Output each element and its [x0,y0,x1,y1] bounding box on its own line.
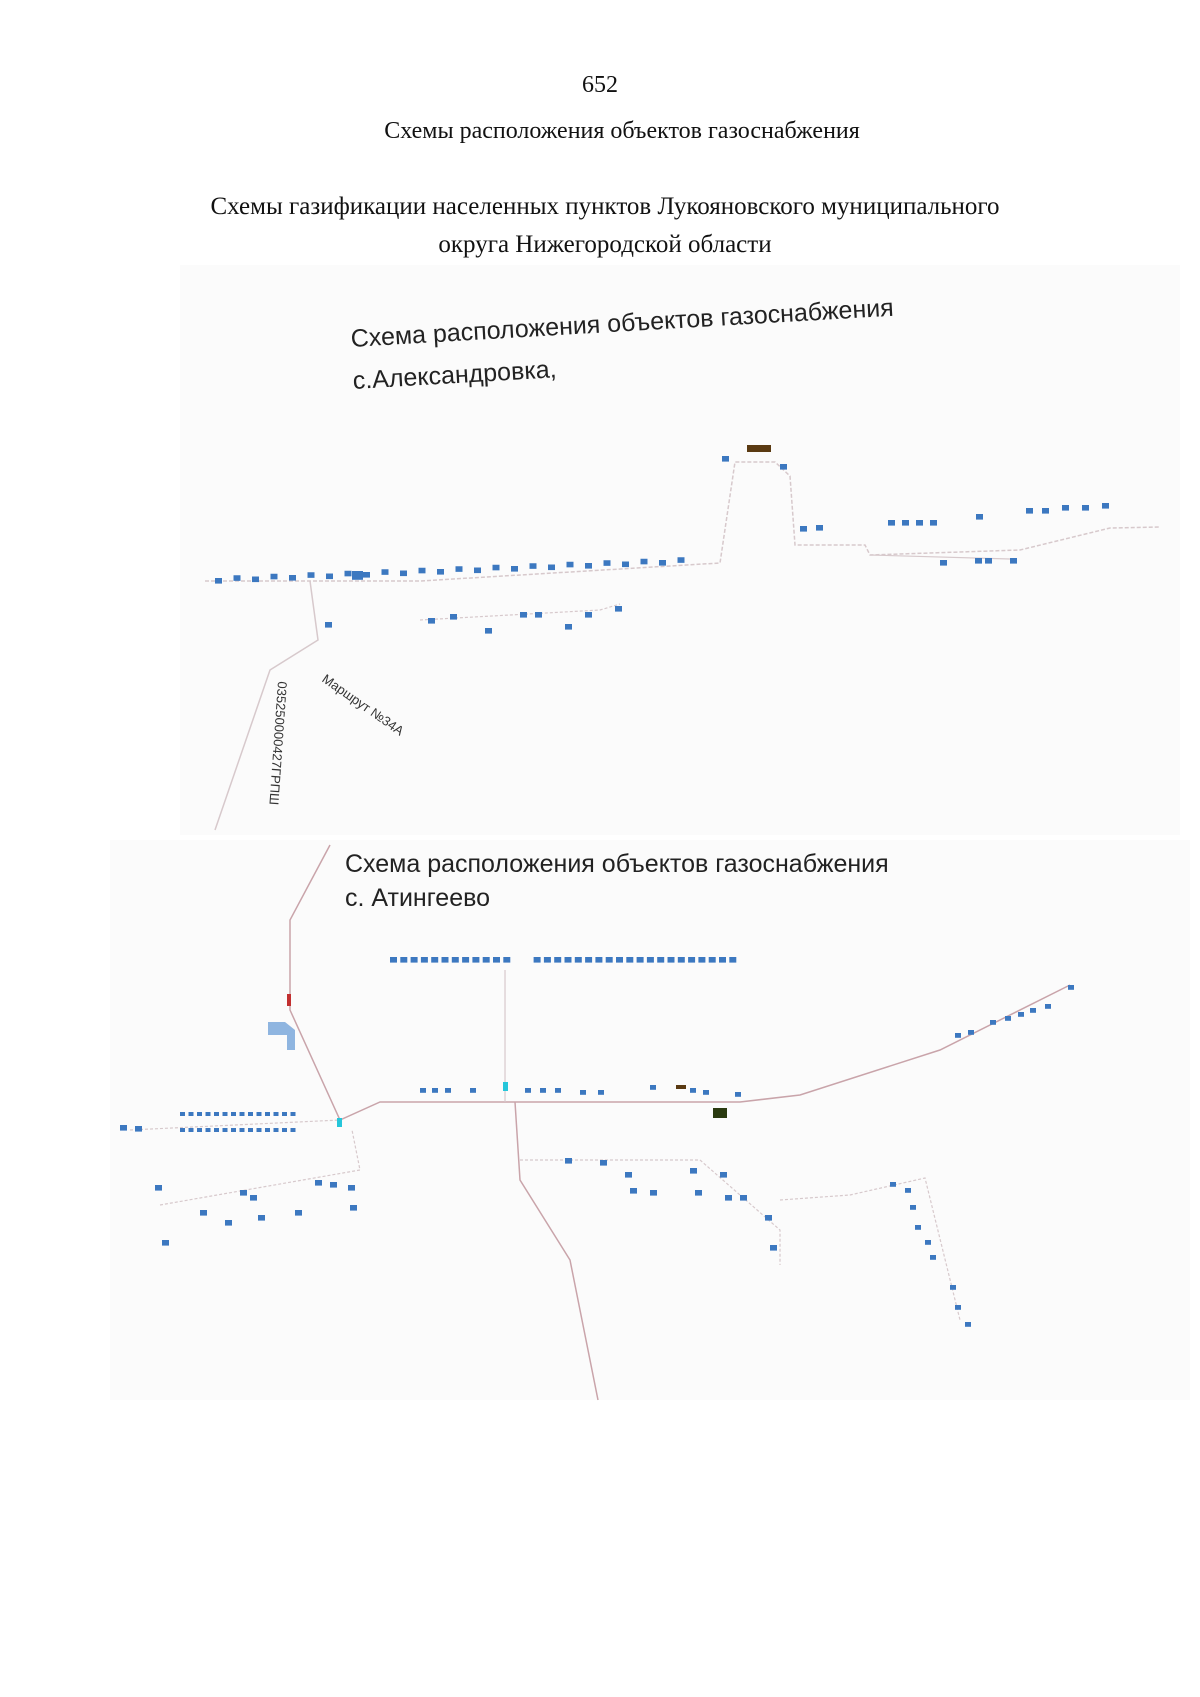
section-title-line-1: Схемы газификации населенных пунктов Лукояновского муниципального [210,193,1000,220]
house-icon [600,1160,607,1166]
house-icon [719,957,726,963]
house-icon [616,957,623,963]
grpsh-label: 035250000427ГРПШ [266,680,290,806]
house-icon [1030,1008,1036,1013]
house-icon [350,1205,357,1211]
house-icon [698,957,705,963]
house-icon [206,1112,211,1116]
house-icon [915,1225,921,1230]
house-icon [534,957,541,963]
map-background [110,840,1190,1400]
house-icon [555,1088,561,1093]
house-icon [470,1088,476,1093]
house-icon [315,1180,322,1186]
house-icon [282,1112,287,1116]
accent-marker-icon [337,1118,342,1127]
house-icon [223,1128,228,1132]
page-number: 652 [582,72,618,98]
section-title-line-2: округа Нижегородской области [438,231,772,258]
document-heading: Схемы расположения объектов газоснабжения [384,118,860,144]
house-icon [231,1112,236,1116]
house-icon [735,1092,741,1097]
house-icon [472,957,479,963]
house-icon [647,957,654,963]
valve-icon [287,994,291,1006]
grps-station-icon [713,1108,727,1118]
house-icon [565,1158,572,1164]
house-icon [189,1128,194,1132]
grps-station-icon [676,1085,686,1089]
house-icon [493,957,500,963]
house-icon [678,957,685,963]
house-icon [274,1112,279,1116]
house-icon [206,1128,211,1132]
route-label: Маршрут №34А [319,671,407,739]
scheme-title-alexandrovka: Схема расположения объектов газоснабжения [350,293,895,353]
house-icon [258,1215,265,1221]
house-icon [265,1112,270,1116]
house-icon [442,957,449,963]
house-icon [200,1210,207,1216]
house-icon [950,1285,956,1290]
house-icon [585,957,592,963]
house-icon [214,1112,219,1116]
house-icon [565,957,572,963]
house-icon [595,957,602,963]
house-icon [189,1112,194,1116]
house-icon [765,1215,772,1221]
house-icon [162,1240,169,1246]
house-icon [274,1128,279,1132]
house-icon [720,1172,727,1178]
house-icon [637,957,644,963]
house-icon [291,1128,296,1132]
house-icon [955,1033,961,1038]
house-icon [445,1088,451,1093]
house-icon [120,1125,127,1131]
house-icon [390,957,397,963]
house-icon [291,1112,296,1116]
house-icon [180,1128,185,1132]
house-icon [575,957,582,963]
house-icon [240,1190,247,1196]
house-icon [1068,985,1074,990]
house-icon [240,1128,245,1132]
house-icon [240,1112,245,1116]
house-icon [990,1020,996,1025]
house-icon [703,1090,709,1095]
house-icon [420,1088,426,1093]
house-icon [968,1030,974,1035]
scheme-place-alexandrovka: с.Александровка, [352,355,558,395]
house-icon [231,1128,236,1132]
house-icon [598,1090,604,1095]
house-icon [729,957,736,963]
house-icon [905,1188,911,1193]
house-icon [225,1220,232,1226]
house-icon [462,957,469,963]
house-icon [668,957,675,963]
house-icon [295,1210,302,1216]
house-icon [925,1240,931,1245]
house-icon [525,1088,531,1093]
house-icon [248,1128,253,1132]
house-icon [348,1185,355,1191]
house-icon [540,1088,546,1093]
house-icon [1045,1004,1051,1009]
house-icon [606,957,613,963]
house-icon [544,957,551,963]
house-icon [690,1168,697,1174]
house-icon [955,1305,961,1310]
house-icon [930,1255,936,1260]
house-icon [1018,1012,1024,1017]
house-icon [650,1085,656,1090]
house-icon [630,1188,637,1194]
house-icon [483,957,490,963]
house-icon [690,1088,696,1093]
house-icon [709,957,716,963]
house-icon [197,1112,202,1116]
house-icon [431,957,438,963]
house-icon [257,1128,262,1132]
house-icon [554,957,561,963]
house-icon [421,957,428,963]
house-icon [223,1112,228,1116]
house-icon [625,1172,632,1178]
house-icon [626,957,633,963]
scheme-place-atingeevo: с. Атингеево [345,884,491,912]
scheme-title-atingeevo: Схема расположения объектов газоснабжения [345,850,889,878]
house-icon [725,1195,732,1201]
house-icon [155,1185,162,1191]
house-icon [965,1322,971,1327]
house-icon [503,957,510,963]
house-icon [197,1128,202,1132]
house-icon [214,1128,219,1132]
house-icon [411,957,418,963]
house-icon [432,1088,438,1093]
house-icon [282,1128,287,1132]
house-icon [1005,1016,1011,1021]
house-icon [695,1190,702,1196]
house-icon [180,1112,185,1116]
house-icon [650,1190,657,1196]
house-icon [135,1126,142,1132]
house-icon [250,1195,257,1201]
house-icon [248,1112,253,1116]
house-icon [265,1128,270,1132]
house-icon [740,1195,747,1201]
house-icon [910,1205,916,1210]
house-icon [452,957,459,963]
house-icon [580,1090,586,1095]
house-icon [257,1112,262,1116]
house-icon [890,1182,896,1187]
accent-marker-icon [503,1082,508,1091]
house-icon [400,957,407,963]
house-icon [688,957,695,963]
house-icon [770,1245,777,1251]
house-icon [657,957,664,963]
house-icon [330,1182,337,1188]
